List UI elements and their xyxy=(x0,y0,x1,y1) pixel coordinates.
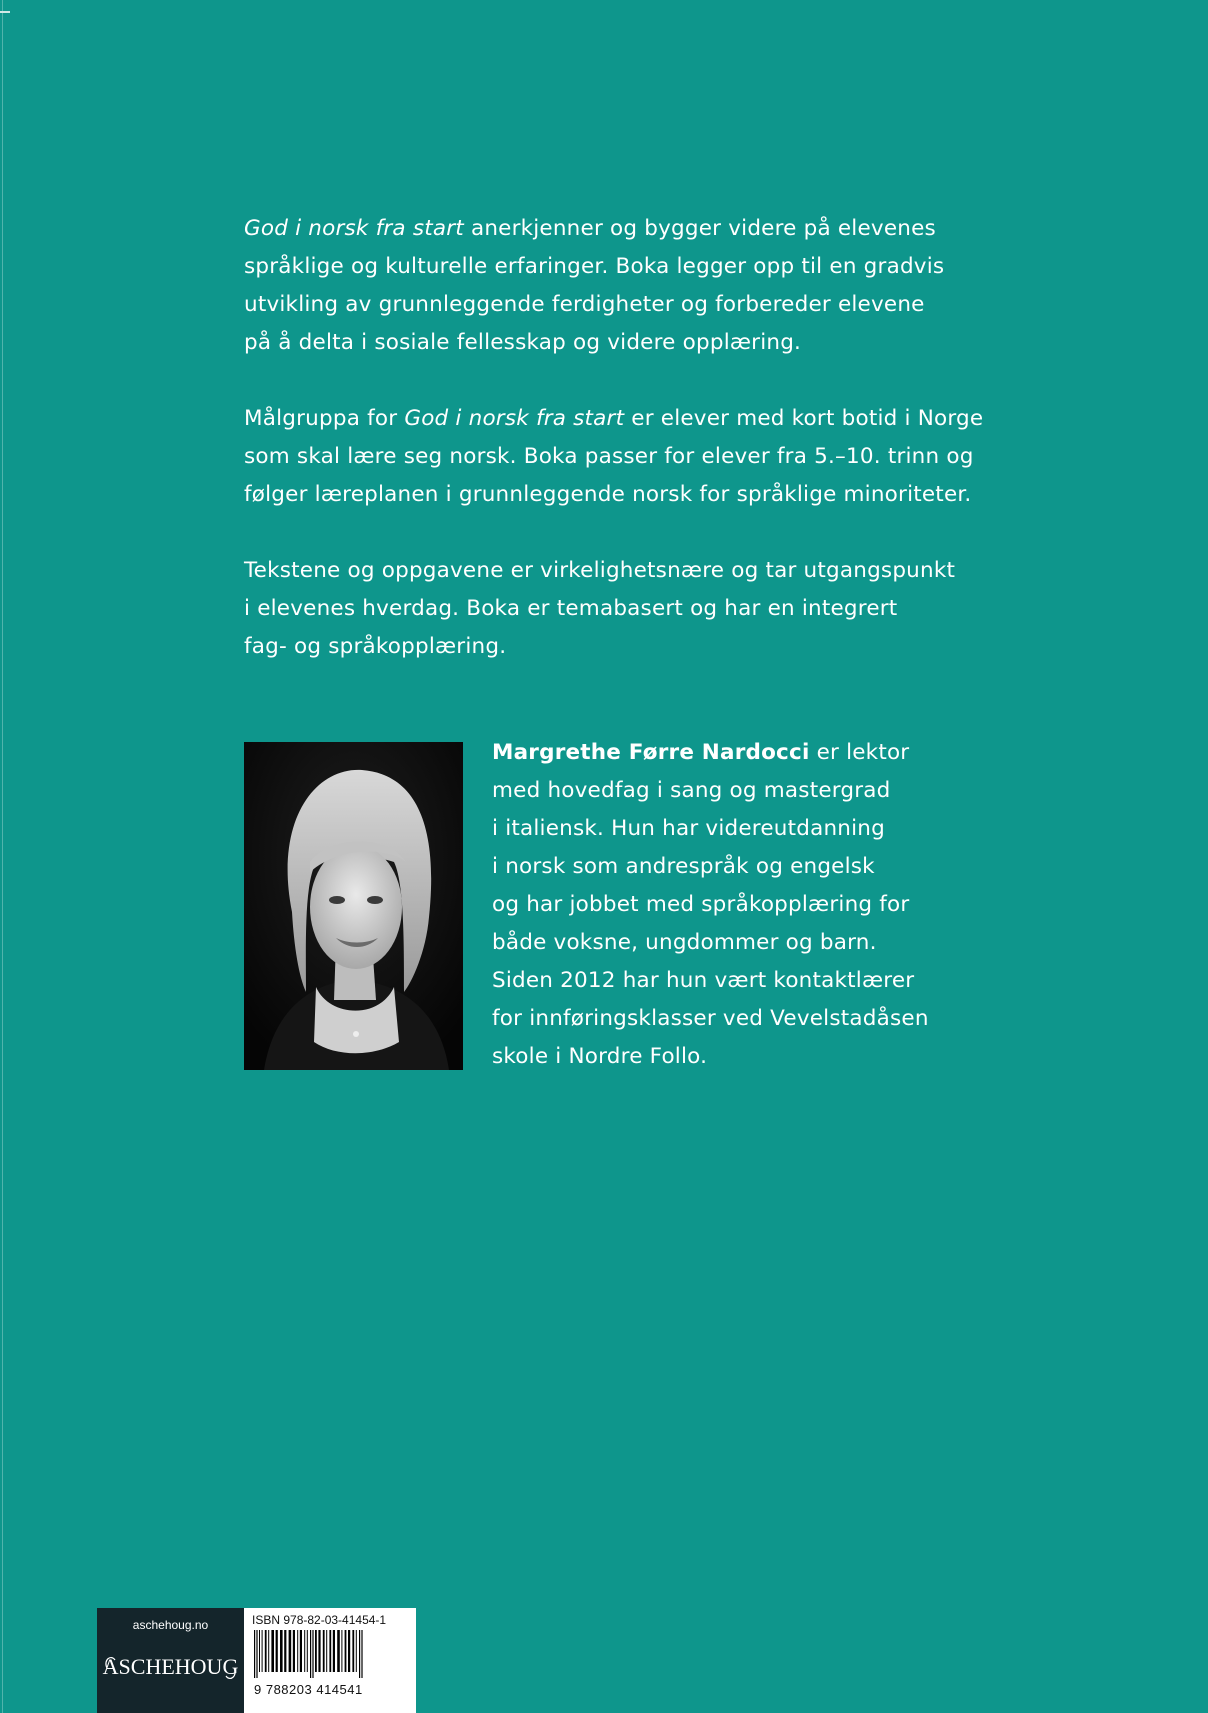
bio-line: både voksne, ungdommer og barn. xyxy=(492,930,877,955)
crop-line xyxy=(2,0,3,1713)
publisher-block xyxy=(97,1608,244,1713)
barcode-bar xyxy=(310,1630,311,1678)
barcode-bar xyxy=(280,1630,283,1672)
barcode-bar xyxy=(276,1630,278,1672)
publisher-logo xyxy=(97,1646,244,1686)
barcode-bar xyxy=(315,1630,317,1672)
barcode-bar xyxy=(262,1630,263,1672)
bio-line: i italiensk. Hun har videreutdanning xyxy=(492,816,885,841)
barcode-bar xyxy=(265,1630,267,1672)
bio-line: skole i Nordre Follo. xyxy=(492,1044,708,1069)
barcode-bar xyxy=(341,1630,342,1672)
publisher-url: aschehoug.no xyxy=(132,1618,209,1632)
barcode-bar xyxy=(361,1630,362,1678)
barcode-bar xyxy=(289,1630,292,1672)
bio-line: med hovedfag i sang og mastergrad xyxy=(492,778,891,803)
book-title: God i norsk fra start xyxy=(404,406,625,431)
barcode-digits: 9 788203 414541 xyxy=(254,1682,363,1697)
barcode-bar xyxy=(352,1630,354,1672)
barcode-bar xyxy=(304,1630,305,1672)
book-title: God i norsk fra start xyxy=(244,216,464,241)
barcode-bar xyxy=(333,1630,335,1672)
barcode-bar xyxy=(326,1630,327,1672)
barcode-bar xyxy=(345,1630,347,1672)
barcode-bar xyxy=(300,1630,302,1672)
isbn-block xyxy=(244,1608,416,1713)
blurb-paragraph-3: Tekstene og oppgavene er virkelighetsnære og tar utgangspunkt i elevenes hverdag. Boka er temabasert og har en integrert fag- og språkopplæring. xyxy=(244,558,956,659)
barcode-bar xyxy=(284,1630,286,1672)
barcode-bar xyxy=(268,1630,269,1672)
author-bio: Margrethe Førre Nardocci er lektor med hovedfag i sang og mastergrad i italiensk. Hun har videreutdanning i norsk som andrespråk og engelsk og har jobbet med språkopplæring for både voksne, ungdommer og barn. Siden 2012 har hun vært kontaktlærer for innføringsklasser ved Vevelstadåsen skole i Nordre Follo. xyxy=(492,734,1012,1076)
barcode-bar xyxy=(307,1630,308,1672)
bio-line: Siden 2012 har hun vært kontaktlærer xyxy=(492,968,915,993)
barcode-bar xyxy=(254,1630,255,1678)
author-name: Margrethe Førre Nardocci xyxy=(492,740,810,765)
bio-line: for innføringsklasser ved Vevelstadåsen xyxy=(492,1006,929,1031)
barcode-bar xyxy=(323,1630,325,1672)
barcode-bar xyxy=(293,1630,295,1672)
barcode-bar xyxy=(337,1630,340,1672)
crop-mark xyxy=(0,11,10,13)
barcode-bar xyxy=(356,1630,357,1672)
barcode-bar xyxy=(359,1630,360,1678)
barcode-bar xyxy=(271,1630,274,1672)
barcode-bar xyxy=(297,1630,298,1672)
author-photo xyxy=(244,742,463,1070)
barcode-bar xyxy=(348,1630,350,1672)
back-cover-blurb xyxy=(244,210,1004,704)
bio-line: i norsk som andrespråk og engelsk xyxy=(492,854,875,879)
barcode-bar xyxy=(312,1630,313,1678)
barcode-bar xyxy=(329,1630,331,1672)
barcode-bar xyxy=(256,1630,257,1678)
barcode-bar xyxy=(259,1630,260,1672)
barcode xyxy=(252,1630,408,1678)
isbn-label: ISBN 978-82-03-41454-1 xyxy=(252,1613,387,1627)
publisher-logo-text: ASCHEHOUG xyxy=(102,1654,239,1679)
author-portrait-image xyxy=(244,742,463,1070)
blurb-paragraph-2: Målgruppa for God i norsk fra start er elever med kort botid i Norge som skal lære seg norsk. Boka passer for elever fra 5.–10. trinn og følger læreplanen i grunnleggende norsk for språklige minoriteter. xyxy=(244,406,984,507)
bio-line: og har jobbet med språkopplæring for xyxy=(492,892,910,917)
barcode-bar xyxy=(318,1630,320,1672)
blurb-paragraph-1: God i norsk fra start anerkjenner og bygger videre på elevenes språklige og kulturelle erfaringer. Boka legger opp til en gradvis utvikling av grunnleggende ferdigheter og forbereder elevene på å delta i sosiale fellesskap og videre opplæring. xyxy=(244,216,945,355)
